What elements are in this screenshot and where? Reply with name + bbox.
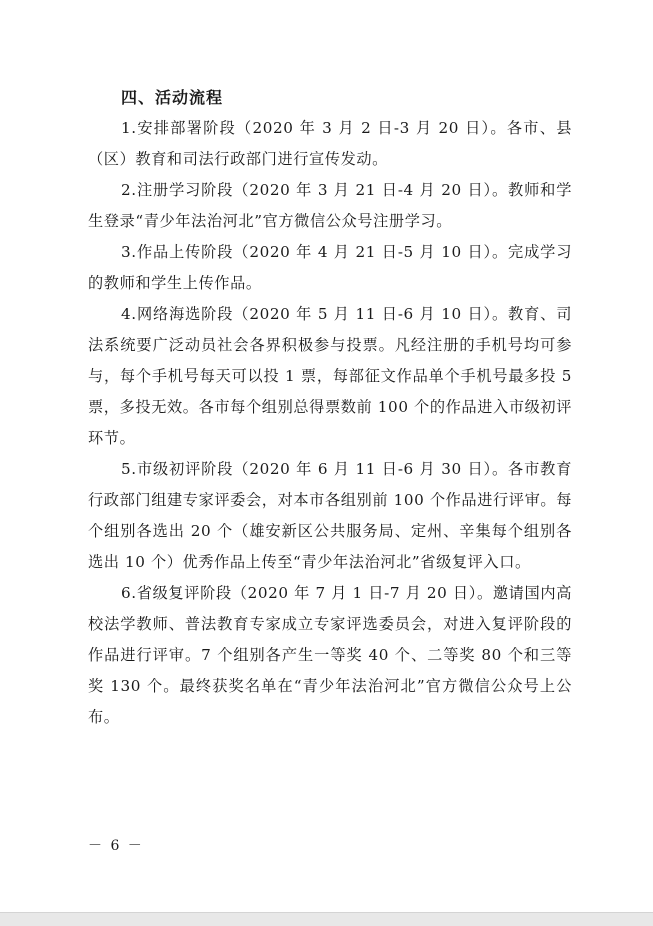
viewer-bottom-strip — [0, 912, 653, 926]
paragraph-stage-6: 6.省级复评阶段（2020 年 7 月 1 日-7 月 20 日）。邀请国内高校法学教师、普法教育专家成立专家评选委员会，对进入复评阶段的作品进行评审。7 个组别各产生一等奖 40 个、二等奖 80 个和三等奖 130 个。最终获奖名单在“青少年法治河北”官方微信公众号上公布。 — [88, 584, 572, 726]
paragraph-stage-4: 4.网络海选阶段（2020 年 5 月 11 日-6 月 10 日）。教育、司法系统要广泛动员社会各界积极参与投票。凡经注册的手机号均可参与，每个手机号每天可以投 1 票，每部征文作品单个手机号最多投 5 票，多投无效。各市每个组别总得票数前 100 个的作品进入市级初评环节。 — [88, 305, 572, 447]
paragraph-stage-5: 5.市级初评阶段（2020 年 6 月 11 日-6 月 30 日）。各市教育行政部门组建专家评委会，对本市各组别前 100 个作品进行评审。每个组别各选出 20 个（雄安新区公共服务局、定州、辛集每个组别各选出 10 个）优秀作品上传至“青少年法治河北”省级复评入口。 — [88, 460, 572, 571]
paragraph-stage-2: 2.注册学习阶段（2020 年 3 月 21 日-4 月 20 日）。教师和学生登录“青少年法治河北”官方微信公众号注册学习。 — [88, 181, 572, 230]
section-title: 四、活动流程 — [121, 88, 224, 107]
page-content — [88, 82, 572, 733]
page-number: － 6 － — [88, 838, 144, 854]
paragraph-stage-1: 1.安排部署阶段（2020 年 3 月 2 日-3 月 20 日）。各市、县（区）教育和司法行政部门进行宣传发动。 — [88, 119, 572, 168]
paragraph-stage-3: 3.作品上传阶段（2020 年 4 月 21 日-5 月 10 日）。完成学习的教师和学生上传作品。 — [88, 243, 572, 292]
